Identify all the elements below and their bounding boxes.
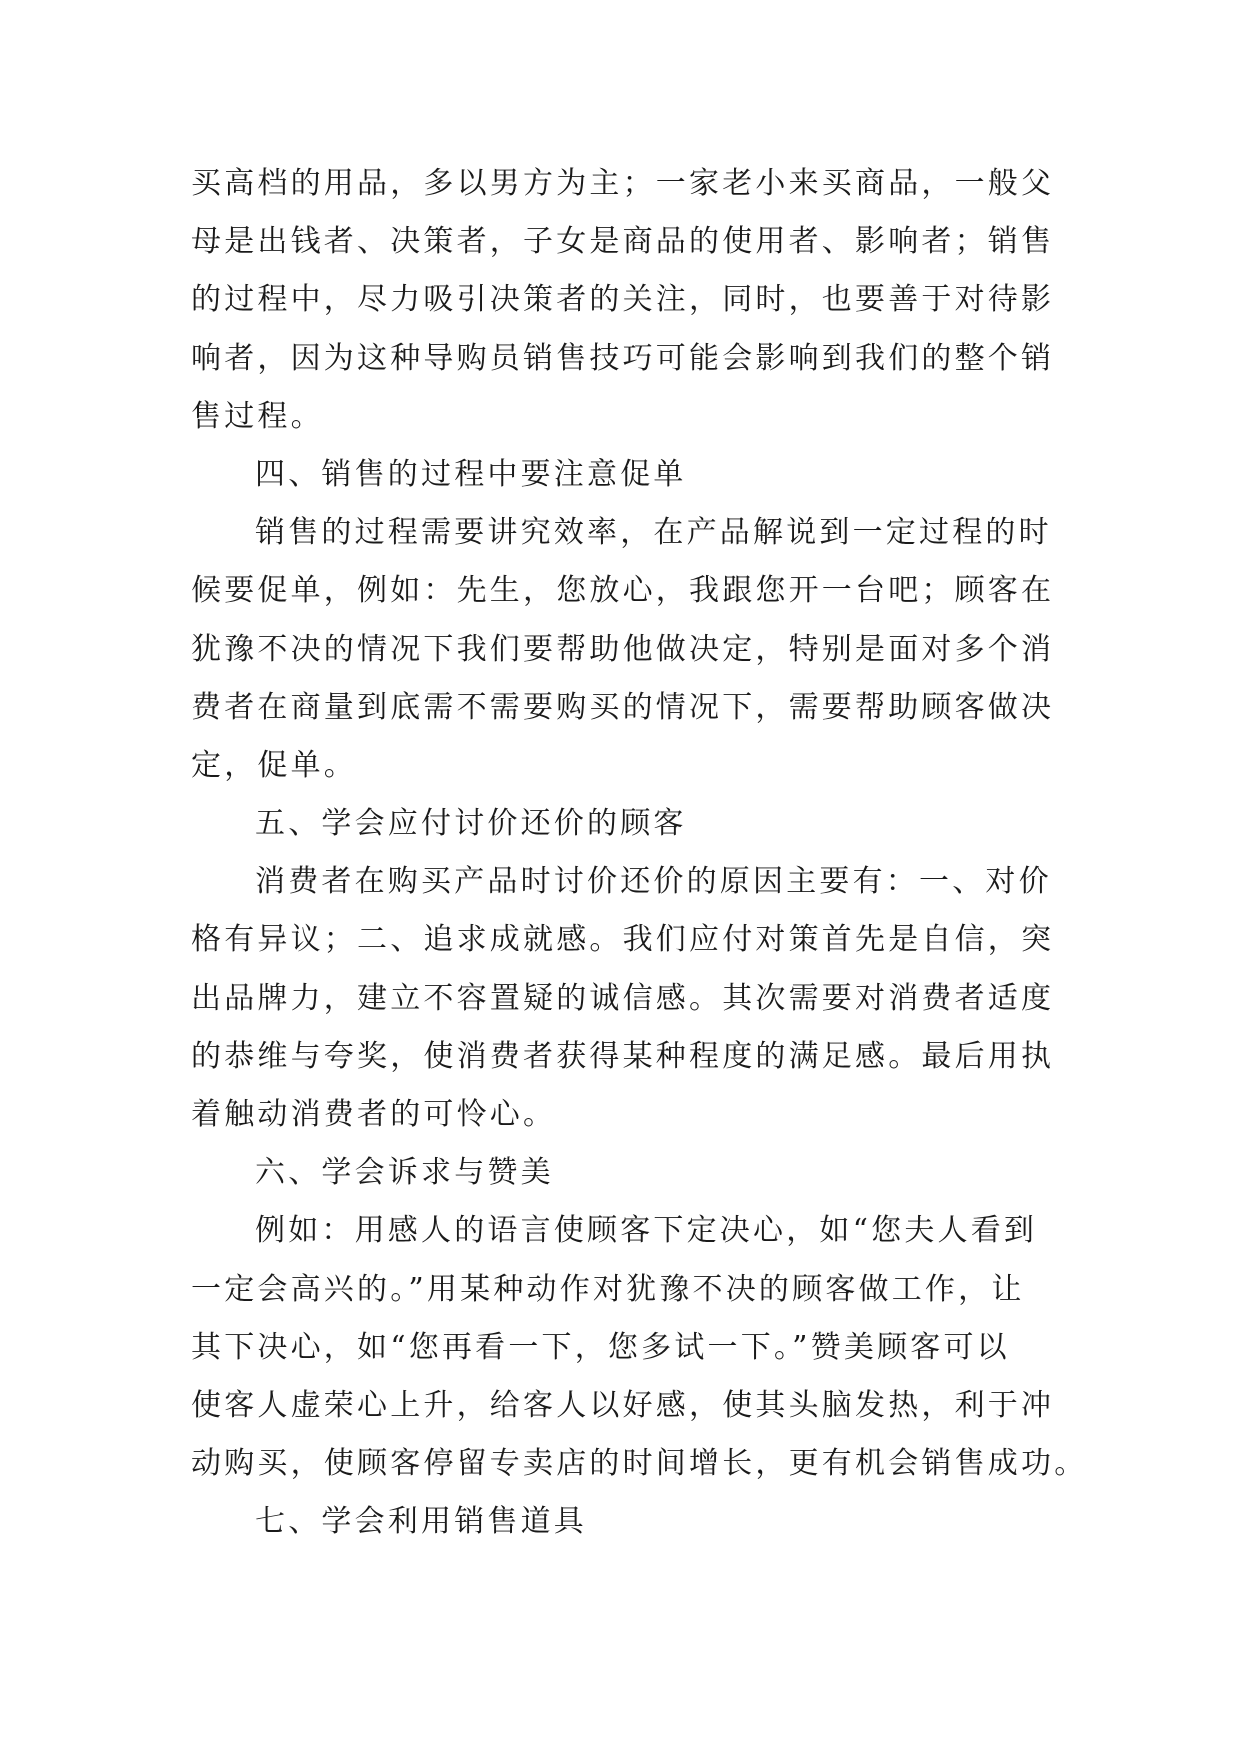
section-heading-6: 六、学会诉求与赞美 <box>255 1155 554 1191</box>
section-heading-7: 七、学会利用销售道具 <box>255 1504 587 1540</box>
text-line: 格有异议；二、追求成就感。我们应付对策首先是自信，突 <box>191 922 1055 958</box>
text-line: 销售的过程需要讲究效率，在产品解说到一定过程的时 <box>255 515 1052 551</box>
text-line: 售过程。 <box>191 398 324 434</box>
text-line: 的恭维与夸奖，使消费者获得某种程度的满足感。最后用执 <box>191 1038 1055 1074</box>
text-line: 着触动消费者的可怜心。 <box>191 1097 557 1132</box>
document-body <box>191 155 1088 1552</box>
text-line: 例如：用感人的语言使顾客下定决心，如“您夫人看到 <box>255 1213 1038 1249</box>
text-line: 其下决心，如“您再看一下，您多试一下。”赞美顾客可以 <box>191 1329 1010 1365</box>
text-line: 动购买，使顾客停留专卖店的时间增长，更有机会销售成功。 <box>191 1446 1088 1482</box>
text-line: 犹豫不决的情况下我们要帮助他做决定，特别是面对多个消 <box>191 631 1055 667</box>
section-heading-5: 五、学会应付讨价还价的顾客 <box>255 806 687 842</box>
text-line: 费者在商量到底需不需要购买的情况下，需要帮助顾客做决 <box>191 689 1055 725</box>
text-line: 的过程中，尽力吸引决策者的关注，同时，也要善于对待影 <box>191 282 1055 318</box>
text-line: 出品牌力，建立不容置疑的诚信感。其次需要对消费者适度 <box>191 980 1055 1016</box>
text-line: 母是出钱者、决策者，子女是商品的使用者、影响者；销售 <box>191 224 1055 260</box>
text-line: 响者，因为这种导购员销售技巧可能会影响到我们的整个销 <box>191 340 1055 376</box>
text-line: 消费者在购买产品时讨价还价的原因主要有：一、对价 <box>255 864 1052 900</box>
text-line: 候要促单，例如：先生，您放心，我跟您开一台吧；顾客在 <box>191 573 1055 609</box>
text-line: 定，促单。 <box>191 747 357 783</box>
text-line: 一定会高兴的。”用某种动作对犹豫不决的顾客做工作，让 <box>191 1271 1025 1307</box>
text-line: 使客人虚荣心上升，给客人以好感，使其头脑发热，利于冲 <box>191 1387 1055 1423</box>
section-heading-4: 四、销售的过程中要注意促单 <box>255 456 687 492</box>
text-line: 买高档的用品，多以男方为主；一家老小来买商品，一般父 <box>191 166 1055 201</box>
